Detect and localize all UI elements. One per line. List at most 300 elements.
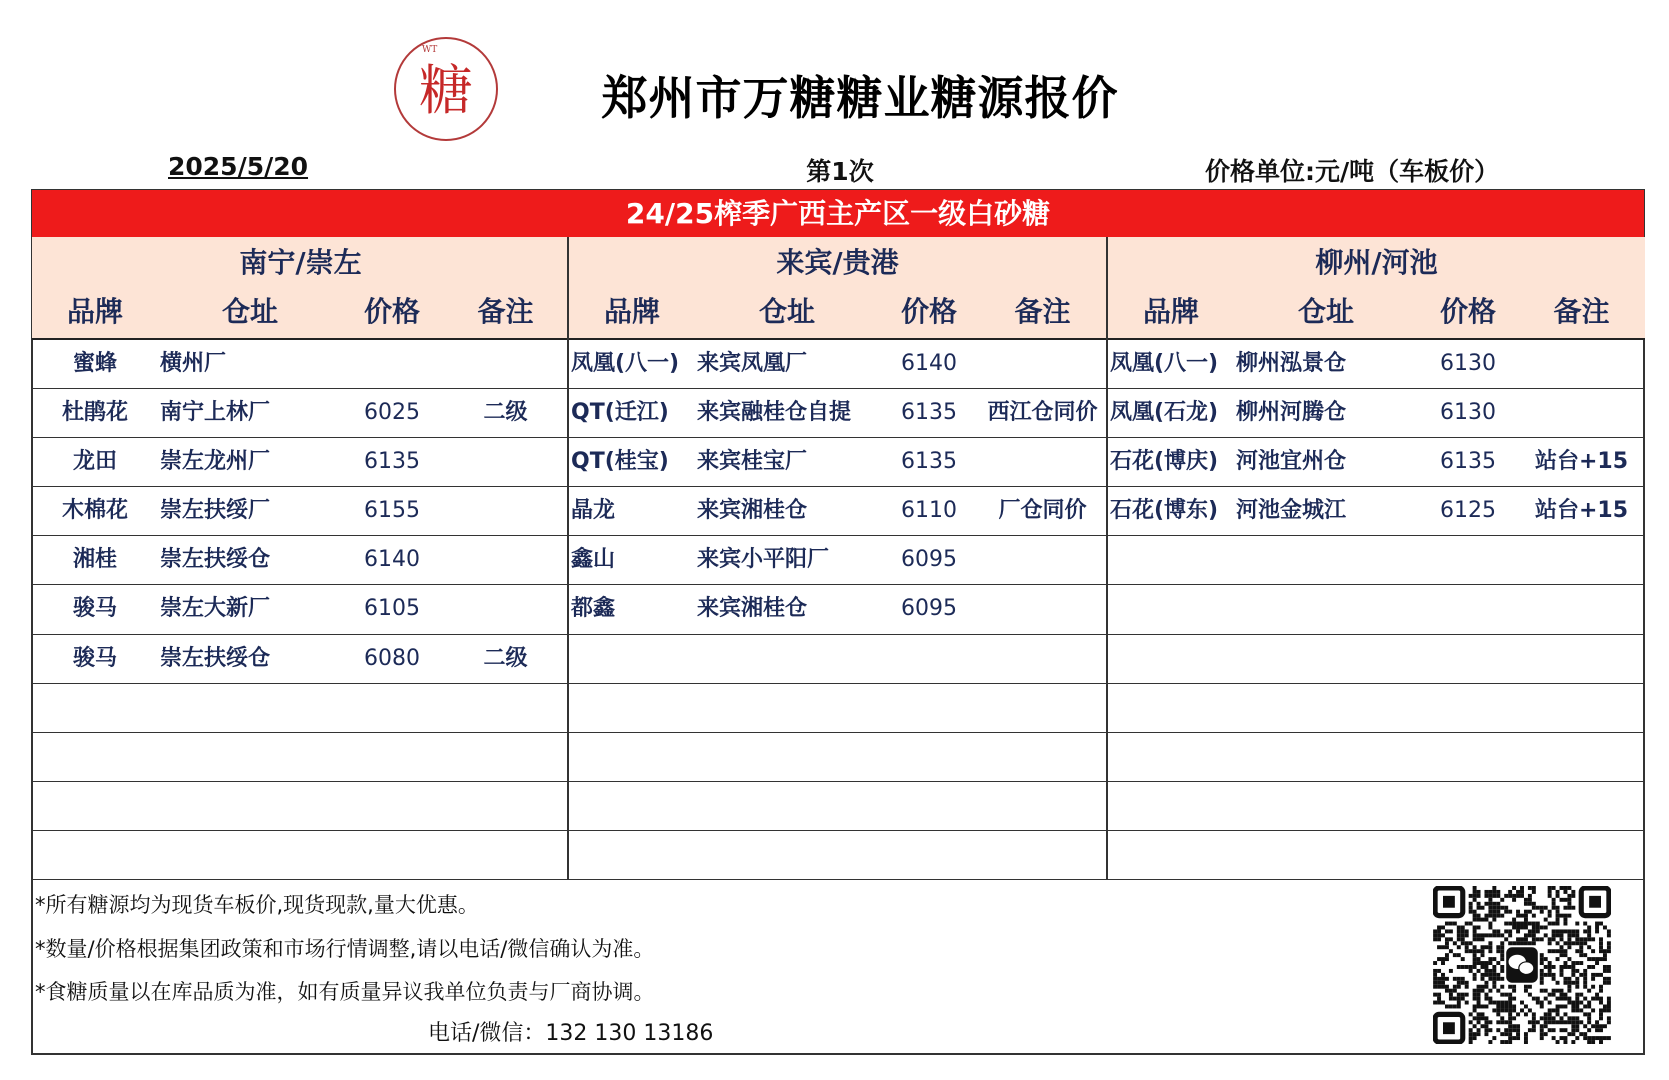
qr-module [1484,997,1488,1001]
location-cell: 崇左扶绥仓 [160,645,271,671]
qr-module [1571,1032,1575,1036]
qr-module [1552,1028,1556,1032]
qr-module [1563,922,1567,926]
qr-module [1473,918,1477,922]
location-cell: 来宾湘桂仓 [697,498,808,524]
price-cell: 6080 [364,645,420,671]
qr-module [1477,906,1481,910]
qr-module [1441,926,1445,930]
qr-module [1532,1024,1536,1028]
table-row [32,438,569,487]
qr-module [1508,1040,1512,1044]
qr-module [1477,902,1481,906]
qr-module [1563,918,1567,922]
note-cell [442,340,569,388]
qr-module [1607,1036,1611,1040]
qr-module [1587,989,1591,993]
qr-module [1571,1008,1575,1012]
qr-module [1560,965,1564,969]
qr-module [1524,1040,1528,1044]
qr-module [1556,989,1560,993]
qr-module [1560,949,1564,953]
qr-module [1595,1036,1599,1040]
qr-module [1540,989,1544,993]
qr-module [1528,1008,1532,1012]
qr-module [1484,894,1488,898]
qr-module [1599,941,1603,945]
qr-module [1575,993,1579,997]
qr-module [1516,941,1520,945]
qr-module [1532,933,1536,937]
qr-module [1481,973,1485,977]
note-cell: 站台+15 [1534,498,1629,524]
brand-cell: 蜜蜂 [72,351,117,376]
qr-module [1445,937,1449,941]
qr-module [1548,941,1552,945]
price-cell: 6125 [1440,498,1496,524]
qr-module [1536,922,1540,926]
qr-module [1496,989,1500,993]
qr-module [1583,953,1587,957]
qr-module [1536,937,1540,941]
qr-module [1560,969,1564,973]
qr-module [1567,957,1571,961]
qr-module [1516,926,1520,930]
qr-module [1473,1016,1477,1020]
qr-module [1544,997,1548,1001]
qr-module [1488,957,1492,961]
qr-module [1563,898,1567,902]
column-header-note: 备注 [1014,295,1071,328]
qr-module [1540,973,1544,977]
qr-module [1477,1032,1481,1036]
qr-module [1484,993,1488,997]
qr-module [1603,981,1607,985]
qr-module [1520,1001,1524,1005]
qr-module [1500,1008,1504,1012]
qr-module [1548,886,1552,890]
qr-module [1492,906,1496,910]
qr-module [1528,985,1532,989]
qr-module [1603,977,1607,981]
qr-module [1469,969,1473,973]
qr-module [1484,1016,1488,1020]
footer-note: *数量/价格根据集团政策和市场行情调整,请以电话/微信确认为准。 [35,937,655,961]
qr-module [1532,890,1536,894]
qr-module [1500,953,1504,957]
table-row [1108,733,1645,782]
qr-module [1567,1001,1571,1005]
price-cell: 6105 [364,596,420,622]
qr-module [1504,1008,1508,1012]
qr-module [1488,961,1492,965]
note-cell [979,340,1106,388]
qr-module [1548,949,1552,953]
qr-module [1540,906,1544,910]
location-cell: 崇左扶绥仓 [160,547,271,573]
qr-module [1556,1012,1560,1016]
note-cell: 西江仓同价 [987,400,1098,426]
qr-module [1544,973,1548,977]
qr-module [1496,949,1500,953]
qr-module [1441,961,1445,965]
qr-module [1540,910,1544,914]
region-title: 柳州/河池 [1108,237,1645,289]
qr-module [1583,969,1587,973]
qr-module [1477,949,1481,953]
qr-module [1595,961,1599,965]
table-row [32,782,569,831]
qr-module [1583,1032,1587,1036]
qr-module [1567,945,1571,949]
qr-module [1500,914,1504,918]
qr-module [1508,1032,1512,1036]
qr-module [1437,926,1441,930]
qr-module [1449,997,1453,1001]
qr-module [1492,965,1496,969]
qr-module [1492,886,1496,890]
qr-module [1469,965,1473,969]
qr-module [1473,933,1477,937]
qr-module [1453,989,1457,993]
qr-module [1556,929,1560,933]
qr-module [1583,929,1587,933]
qr-module [1492,910,1496,914]
qr-module [1524,926,1528,930]
qr-module [1512,898,1516,902]
qr-module [1567,894,1571,898]
qr-module [1571,969,1575,973]
qr-module [1599,1008,1603,1012]
qr-module [1469,922,1473,926]
qr-module [1579,937,1583,941]
qr-module [1560,1028,1564,1032]
qr-module [1583,997,1587,1001]
price-cell: 6140 [364,547,420,573]
qr-module [1583,1036,1587,1040]
qr-module [1473,929,1477,933]
qr-module [1607,1008,1611,1012]
qr-module [1552,965,1556,969]
qr-module [1540,953,1544,957]
table-row [569,340,1106,389]
qr-module [1540,961,1544,965]
qr-module [1591,1008,1595,1012]
qr-module [1587,957,1591,961]
qr-module [1587,1016,1591,1020]
wechat-icon [1506,947,1538,983]
qr-module [1532,929,1536,933]
qr-module [1595,926,1599,930]
qr-module [1441,957,1445,961]
note-cell [442,536,569,584]
qr-module [1552,1036,1556,1040]
qr-module [1484,1032,1488,1036]
qr-module [1587,965,1591,969]
table-row [32,585,569,634]
qr-module [1552,1020,1556,1024]
qr-module [1583,922,1587,926]
qr-module [1473,973,1477,977]
qr-module [1591,977,1595,981]
qr-module [1599,973,1603,977]
qr-module [1473,926,1477,930]
qr-module [1461,981,1465,985]
qr-module [1548,914,1552,918]
qr-module [1465,922,1469,926]
table-row [569,487,1106,536]
qr-module [1607,965,1611,969]
qr-module [1548,1028,1552,1032]
qr-module [1433,981,1437,985]
qr-module [1544,933,1548,937]
region-block [569,237,1106,880]
qr-module [1473,1005,1477,1009]
qr-module [1524,922,1528,926]
qr-module [1520,941,1524,945]
qr-module [1563,941,1567,945]
qr-module [1437,969,1441,973]
qr-module [1496,973,1500,977]
qr-module [1524,937,1528,941]
location-cell: 来宾凤凰厂 [697,351,808,376]
qr-module [1484,933,1488,937]
qr-module [1445,1005,1449,1009]
qr-module [1453,985,1457,989]
qr-module [1481,1005,1485,1009]
qr-module [1567,985,1571,989]
qr-module [1528,902,1532,906]
qr-module [1552,902,1556,906]
qr-module [1469,910,1473,914]
qr-module [1536,906,1540,910]
qr-module [1449,1005,1453,1009]
qr-module [1512,1008,1516,1012]
qr-module [1492,957,1496,961]
qr-module [1461,929,1465,933]
qr-module [1484,914,1488,918]
qr-module [1453,997,1457,1001]
price-cell: 6155 [364,498,420,524]
qr-module [1473,997,1477,1001]
qr-module [1500,957,1504,961]
qr-module [1457,945,1461,949]
location-cell: 来宾桂宝厂 [697,449,808,475]
qr-module [1512,1016,1516,1020]
qr-module [1603,957,1607,961]
qr-module [1603,949,1607,953]
qr-module [1437,957,1441,961]
qr-module [1481,906,1485,910]
qr-module [1488,933,1492,937]
qr-module [1563,1020,1567,1024]
qr-module [1461,957,1465,961]
qr-module [1484,961,1488,965]
qr-module [1563,1012,1567,1016]
qr-module [1583,1012,1587,1016]
qr-module [1496,961,1500,965]
note-cell [979,536,1106,584]
note-cell: 二级 [483,645,528,671]
qr-module [1477,985,1481,989]
qr-module [1544,906,1548,910]
qr-module [1465,965,1469,969]
qr-module [1544,1020,1548,1024]
qr-module [1579,1001,1583,1005]
qr-module [1560,886,1564,890]
qr-module [1508,985,1512,989]
qr-module [1433,977,1437,981]
qr-module [1563,914,1567,918]
qr-module [1556,933,1560,937]
qr-module [1560,997,1564,1001]
qr-module [1457,993,1461,997]
qr-module [1563,1036,1567,1040]
location-cell: 崇左大新厂 [160,596,271,622]
qr-module [1607,1016,1611,1020]
qr-module [1563,1005,1567,1009]
qr-module [1496,1012,1500,1016]
qr-module [1473,894,1477,898]
qr-module [1437,1001,1441,1005]
qr-module [1437,993,1441,997]
qr-module [1473,914,1477,918]
qr-module [1587,1040,1591,1044]
qr-module [1465,941,1469,945]
qr-module [1548,1020,1552,1024]
qr-module [1516,1024,1520,1028]
qr-module [1524,918,1528,922]
qr-module [1508,1020,1512,1024]
qr-module [1575,929,1579,933]
qr-module [1477,1028,1481,1032]
qr-module [1603,969,1607,973]
qr-module [1488,977,1492,981]
qr-module [1473,953,1477,957]
qr-module [1595,957,1599,961]
qr-module [1508,890,1512,894]
qr-module [1587,945,1591,949]
qr-module [1579,953,1583,957]
qr-module [1575,1008,1579,1012]
qr-module [1599,1028,1603,1032]
qr-module [1469,1012,1473,1016]
qr-module [1500,1001,1504,1005]
brand-cell: 木棉花 [61,498,128,524]
qr-module [1591,973,1595,977]
qr-module [1571,906,1575,910]
column-header-price: 价格 [900,295,957,328]
qr-module [1488,1040,1492,1044]
price-cell: 6130 [1440,351,1496,376]
qr-module [1477,894,1481,898]
qr-module [1473,961,1477,965]
qr-module [1508,1005,1512,1009]
qr-module [1603,1036,1607,1040]
qr-module [1500,993,1504,997]
qr-module [1484,902,1488,906]
qr-module [1552,1016,1556,1020]
qr-module [1445,929,1449,933]
qr-module [1599,985,1603,989]
qr-module [1524,910,1528,914]
qr-module [1500,898,1504,902]
qr-module [1591,997,1595,1001]
column-headers [1108,289,1645,340]
region-block [32,237,569,880]
qr-module [1492,894,1496,898]
qr-module [1504,937,1508,941]
qr-module [1544,1012,1548,1016]
qr-module [1575,922,1579,926]
qr-module [1599,1016,1603,1020]
qr-module [1556,918,1560,922]
qr-module [1536,929,1540,933]
qr-module [1556,941,1560,945]
qr-module [1548,894,1552,898]
qr-module [1540,1005,1544,1009]
qr-module [1532,922,1536,926]
table-row [1108,782,1645,831]
qr-module [1544,918,1548,922]
qr-module [1484,890,1488,894]
qr-module [1583,941,1587,945]
qr-module [1571,890,1575,894]
qr-module [1540,1036,1544,1040]
note-cell [979,585,1106,633]
location-cell: 来宾融桂仓自提 [697,400,852,426]
qr-module [1524,898,1528,902]
qr-module [1496,933,1500,937]
qr-module [1571,981,1575,985]
qr-module [1465,981,1469,985]
qr-module [1548,969,1552,973]
qr-module [1583,977,1587,981]
qr-module [1449,993,1453,997]
qr-module [1433,985,1437,989]
table-row [32,635,569,684]
qr-module [1591,985,1595,989]
price-cell: 6110 [901,498,957,524]
region-block [1108,237,1645,880]
note-cell [979,438,1106,486]
qr-module [1595,997,1599,1001]
qr-module [1477,969,1481,973]
qr-module [1591,1024,1595,1028]
qr-module [1473,890,1477,894]
qr-module [1457,937,1461,941]
qr-module [1528,910,1532,914]
note-cell: 厂仓同价 [998,498,1087,524]
qr-module [1556,910,1560,914]
column-headers [32,289,569,340]
qr-module [1441,981,1445,985]
qr-module [1481,977,1485,981]
qr-module [1492,890,1496,894]
wechat-qr-code[interactable] [1433,886,1611,1044]
qr-module [1500,969,1504,973]
brand-cell: 龙田 [72,449,117,475]
table-row [32,536,569,585]
qr-module [1477,890,1481,894]
qr-module [1607,1001,1611,1005]
qr-module [1453,953,1457,957]
qr-module [1433,929,1437,933]
qr-module [1571,1040,1575,1044]
table-band-title: 24/25榨季广西主产区一级白砂糖 [32,190,1644,237]
qr-module [1595,973,1599,977]
qr-module [1556,894,1560,898]
